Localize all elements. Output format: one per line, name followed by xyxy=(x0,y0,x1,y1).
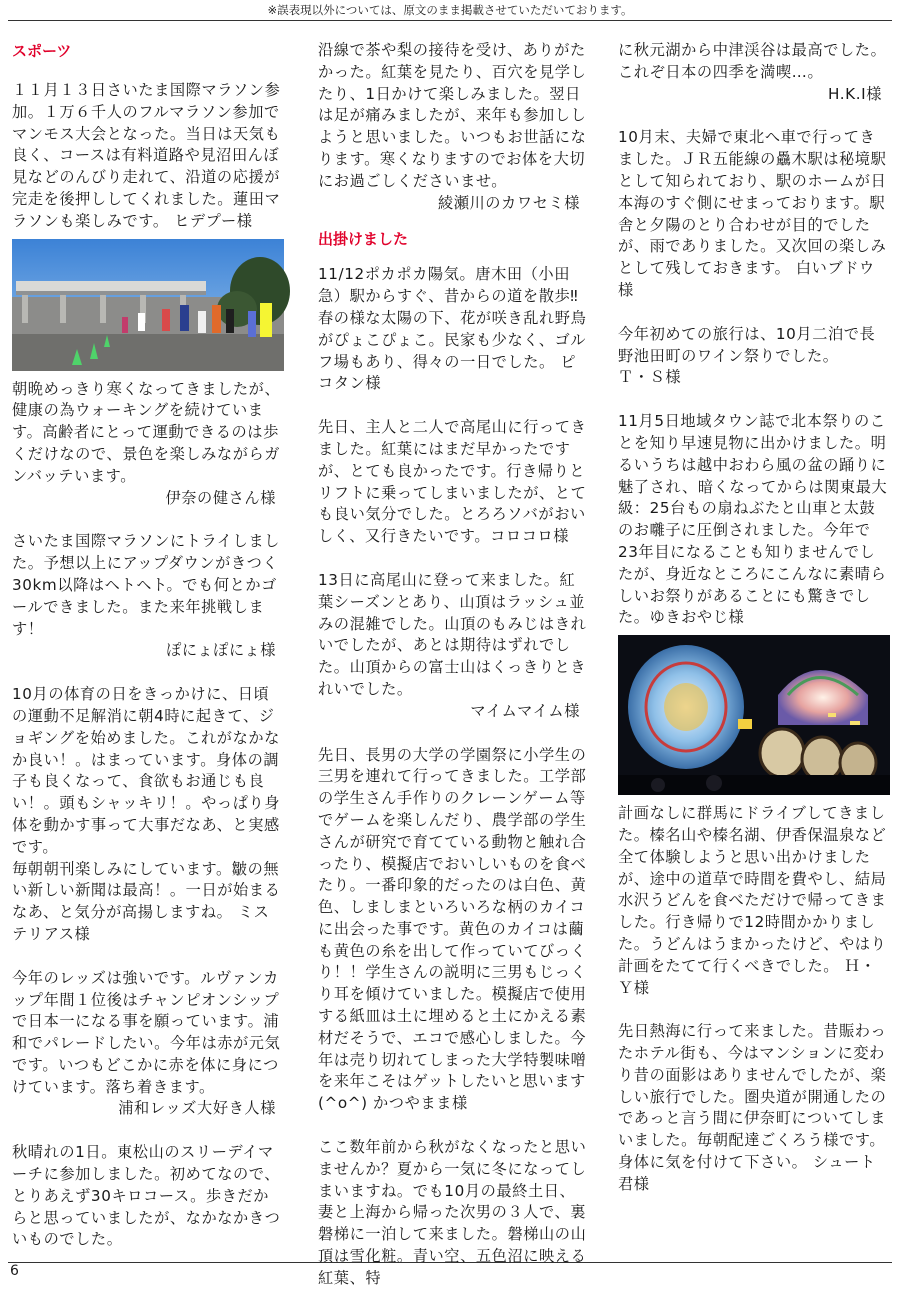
post-walking: 朝晩めっきり寒くなってきましたが、健康の為ウォーキングを続けています。高齢者にとって運動できるのは歩くだけなので、景色を楽しみながらガンバッテいます。 xyxy=(12,379,281,485)
marathon-photo xyxy=(12,239,284,371)
signature-saitama-marathon: ぽにょぽにょ様 xyxy=(166,641,276,660)
column-1 xyxy=(12,40,284,1255)
post-three-day-march: 秋晴れの1日。東松山のスリーデイマーチに参加しました。初めてなので、とりあえず30キロコース。歩きだからと思っていましたが、なかなかきついものでした。 xyxy=(12,1143,281,1249)
section-title-outings: 出掛けました xyxy=(318,230,409,249)
post-atami: 先日熱海に行って来ました。昔賑わったホテル街も、今はマンションに変わり昔の面影はありませんでしたが、楽しい旅行でした。圏央道が開通したのであっと言う間に伊奈町についてしまいました。毎朝配達ごくろう様です。身体に気を付けて下さい。 シュート君様 xyxy=(618,1022,887,1193)
post-karakida-walk: 11/12ポカポカ陽気。唐木田（小田急）駅からすぐ、昔からの道を散歩‼春の様な太陽の下、花が咲き乱れ野鳥がぴょこぴょこ。民家も少なく、ゴルフ場もあり、得々の一日でした。 ピコタン様 xyxy=(318,265,587,393)
signature-kawasemi: 綾瀬川のカワセミ様 xyxy=(437,193,580,212)
post-urabandai-continued: に秋元湖から中津渓谷は最高でした。これぞ日本の四季を満喫…。 xyxy=(618,41,887,81)
post-jogging: 10月の体育の日をきっかけに、日頃の運動不足解消に朝4時に起きて、ジョギングを始めました。これがなかなか良い！。はまっています。身体の調子も良くなって、食欲もお通じも良い！。頭もシャッキリ！。やっぱり身体を動かす事って大事だなあ、と実感です。 毎朝朝刊楽しみにしています。皺の無い新しい新聞は最高！。一日が始まるなあ、と気分が高揚しますね。 ミステリアス様 xyxy=(12,685,281,943)
post-reds: 今年のレッズは強いです。ルヴァンカップ年間１位後はチャンピオンシップで日本一になる事を願っています。浦和でパレードしたい。今年は赤が元気です。いつもどこかに赤を体に身につけています。落ち着きます。 xyxy=(12,968,281,1096)
page-number: 6 xyxy=(10,1263,19,1279)
post-marathon: １１月１３日さいたま国際マラソン参加。１万６千人のフルマラソン参加でマンモス大会となった。当日は天気も良く、コースは有料道路や見沼田んぼ見などのんびり走れて、沿道の応援が完走を後押ししてくれました。蓮田マラソンも楽しみです。 ヒデプー様 xyxy=(12,81,281,230)
column-2 xyxy=(318,40,588,1287)
signature-maimu: マイムマイム様 xyxy=(470,701,580,720)
post-takao-couple: 先日、主人と二人で高尾山に行ってきました。紅葉にはまだ早かったですが、とても良かったです。行き帰りとリフトに乗ってしまいましたが、とても良い気分でした。とろろソバがおいしく、又行きたいです。コロコロ様 xyxy=(318,418,587,546)
signature-hki: H.K.I様 xyxy=(827,84,882,103)
top-divider xyxy=(8,20,892,21)
signature-reds: 浦和レッズ大好き人様 xyxy=(118,1099,276,1118)
post-wine-festival: 今年初めての旅行は、10月二泊で長野池田町のワイン祭りでした。 Ｔ・Ｓ様 xyxy=(618,324,876,387)
post-tohoku-trip: 10月末、夫婦で東北へ車で行ってきました。ＪＲ五能線の驫木駅は秘境駅として知られており、駅のホームが日本海のすぐ側にせまっております。駅舎と夕陽のとり合わせが目的でしたが、雨でありました。又次回の楽しみとして残しておきます。 白いブドウ様 xyxy=(618,128,887,299)
festival-photo xyxy=(618,635,890,795)
editorial-note: ※誤表現以外については、原文のまま掲載させていただいております。 xyxy=(267,3,633,17)
column-3 xyxy=(618,40,890,1255)
post-urabandai: ここ数年前から秋がなくなったと思いませんか？夏から一気に冬になってしまいますね。でも10月の最終土日、妻と上海から帰った次男の３人で、裏磐梯に一泊して来ました。磐梯山の山頂は雪化粧。青い空、五色沼に映える紅葉、特 xyxy=(318,1138,587,1287)
post-takao-climb: 13日に高尾山に登って来ました。紅葉シーズンとあり、山頂はラッシュ並みの混雑でした。山頂のもみじはきれいでしたが、あとは期待はずれでした。山頂からの富士山はくっきりときれいでした。 xyxy=(318,570,587,698)
post-saitama-marathon: さいたま国際マラソンにトライしました。予想以上にアップダウンがきつく30km以降はヘトヘト。でも何とかゴールできました。また来年挑戦します！ xyxy=(12,532,280,638)
bottom-divider xyxy=(8,1262,892,1263)
post-gunma-drive: 計画なしに群馬にドライブしてきました。榛名山や榛名湖、伊香保温泉など全て体験しようと思い出かけましたが、途中の道草で時間を費やし、結局水沢うどんを食べただけで帰ってきました。行き帰りで12時間かかりました。うどんはうまかったけど、やはり計画をたてて行くべきでした。 Ｈ・Ｙ様 xyxy=(618,804,887,997)
post-march-continued: 沿線で茶や梨の接待を受け、ありがたかった。紅葉を見たり、百穴を見学したり、1日かけて楽しみました。翌日は足が痛みましたが、来年も参加ししようと思いました。いつもお世話になります。寒くなりますのでお体を大切にお過ごしくださいませ。 xyxy=(318,41,587,190)
signature-walking: 伊奈の健さん様 xyxy=(165,488,276,507)
post-kitamoto-festival: 11月5日地域タウン誌で北本祭りのことを知り早速見物に出かけました。明るいうちは越中おわら風の盆の踊りに魅了され、暗くなってからは関東最大級：25台もの扇ねぶたと山車と太鼓のお囃子に圧倒されました。今年で23年目になることも知りませんでしたが、身近なところにこんなに素晴らしいお祭りがあることにも驚きでした。ゆきおやじ様 xyxy=(618,412,888,627)
post-school-festival: 先日、長男の大学の学園祭に小学生の三男を連れて行ってきました。工学部の学生さん手作りのクレーンゲーム等でゲームを楽しんだり、農学部の学生さんが研究で育てている動物と触れ合ったり、模擬店でおいしいものを食べたり。一番印象的だったのは白色、黄色、しましまといろいろな柄のカイコに出会った事です。黄色のカイコは繭も黄色の糸を出して作っていてびっくり！！学生さんの説明に三男もじっくり耳を傾けていました。模擬店で使用する紙皿は土に埋めると土にかえる素材だそうで、エコで感心しました。今年は売り切れてしまった大学特製味噌を来年こそはゲットしたいと思います(^o^) かつやまま様 xyxy=(318,745,587,1113)
section-title-sports: スポーツ xyxy=(12,42,72,60)
